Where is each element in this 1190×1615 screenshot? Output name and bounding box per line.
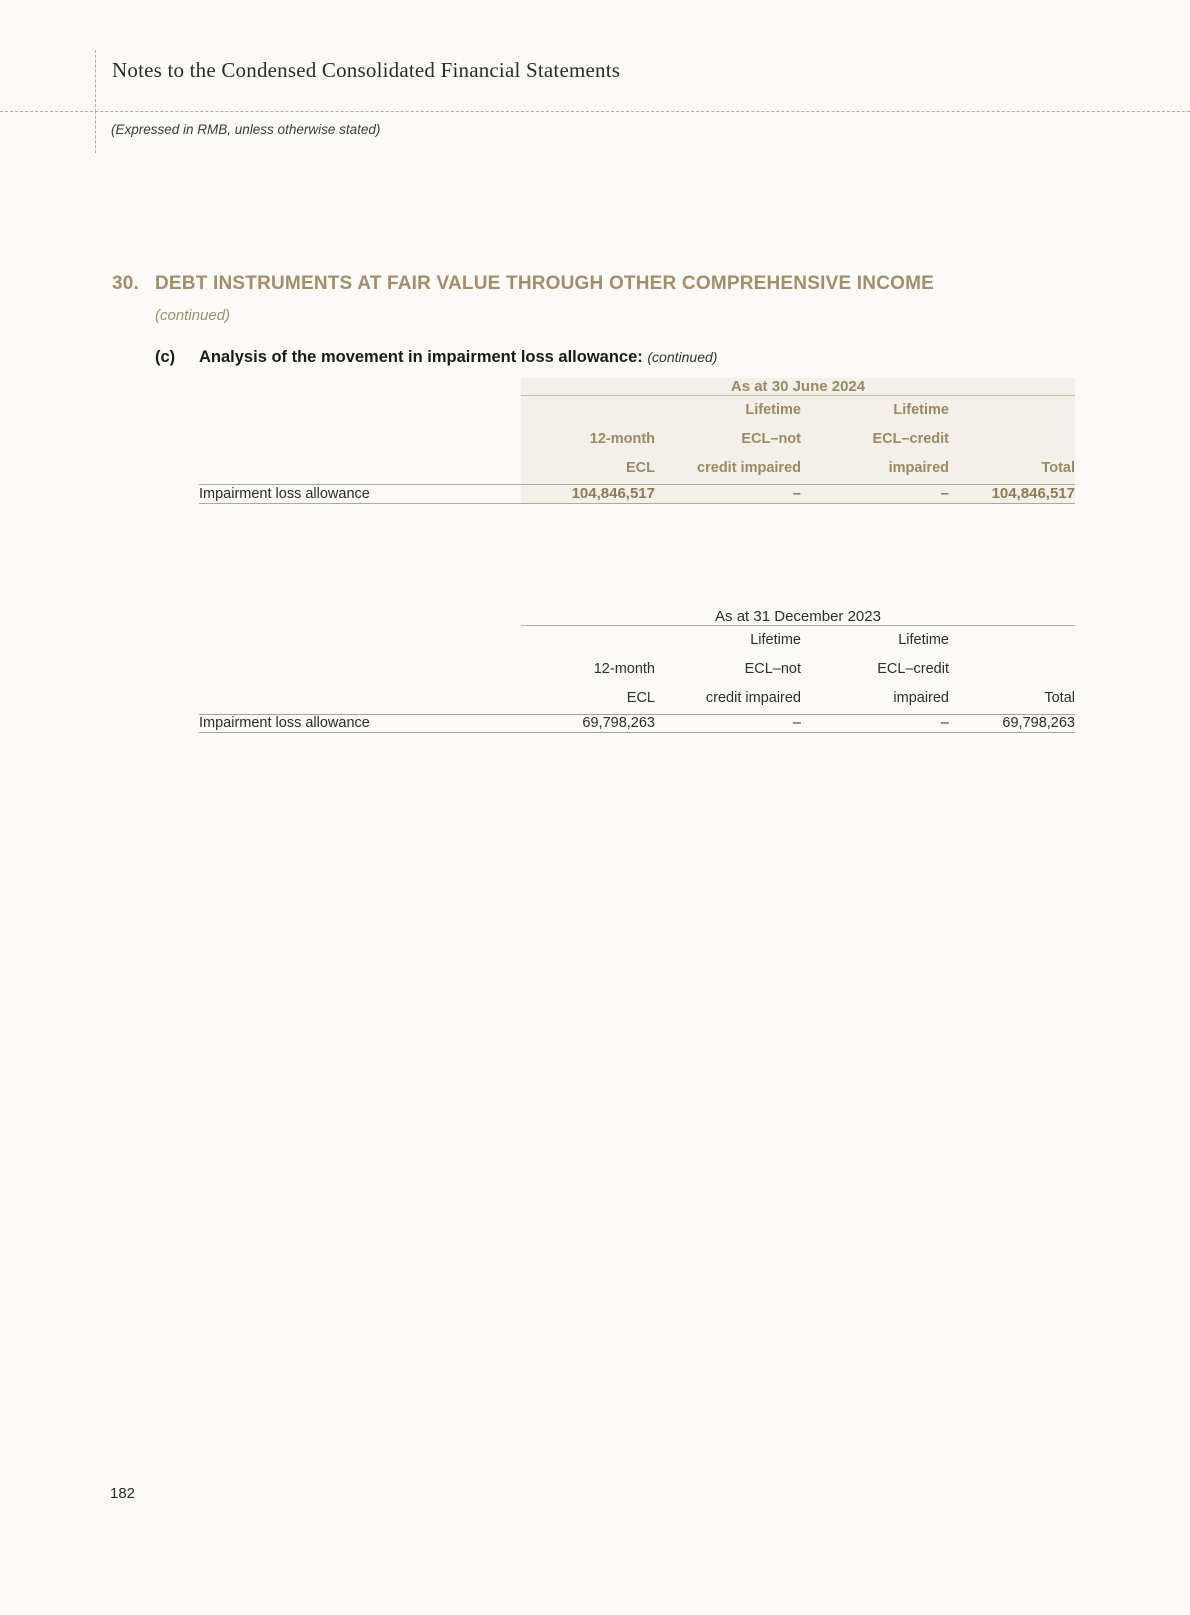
spacer-cell xyxy=(199,655,521,684)
colhead-total-line1 xyxy=(949,626,1075,656)
rule-cell xyxy=(801,731,949,733)
spacer-cell xyxy=(199,626,521,656)
table-row-period-heading xyxy=(199,608,1075,626)
table-row-colhead-line3 xyxy=(199,684,1075,713)
page-title: Notes to the Condensed Consolidated Financial Statements xyxy=(112,58,621,82)
cell-12month-ecl: 69,798,263 xyxy=(582,715,655,731)
table-row-colhead-line3 xyxy=(199,454,1075,483)
rule-cell xyxy=(521,502,655,504)
table-row-colhead-line1 xyxy=(199,626,1075,656)
rule-cell xyxy=(521,731,655,733)
colhead-lifetime-not-line1: Lifetime xyxy=(750,632,801,648)
rule-cell xyxy=(199,731,521,733)
table-row-colhead-line2 xyxy=(199,655,1075,684)
currency-note: (Expressed in RMB, unless otherwise stated) xyxy=(111,122,381,137)
rule-cell xyxy=(655,731,801,733)
cell-lifetime-ecl-not-credit-impaired: – xyxy=(655,485,801,503)
period-heading-current: As at 30 June 2024 xyxy=(521,378,1075,396)
cell-12month-ecl: 104,846,517 xyxy=(521,485,655,503)
rule-cell xyxy=(199,502,521,504)
colhead-lifetime-not-line1: Lifetime xyxy=(655,396,801,426)
row-label-impairment-loss-allowance: Impairment loss allowance xyxy=(199,486,370,502)
colhead-lifetime-not-line2: ECL–not xyxy=(655,425,801,454)
table-row-period-heading xyxy=(199,378,1075,396)
colhead-12month-line3: ECL xyxy=(521,454,655,483)
decorative-vertical-dash-top xyxy=(95,50,96,112)
rule-cell xyxy=(949,731,1075,733)
page-number: 182 xyxy=(110,1485,136,1502)
subsection-continued-label: (continued) xyxy=(647,349,718,365)
note-title: DEBT INSTRUMENTS AT FAIR VALUE THROUGH OTHER COMPREHENSIVE INCOME xyxy=(155,273,935,294)
spacer-cell xyxy=(199,454,521,483)
impairment-table-prior xyxy=(199,608,1075,733)
row-label-impairment-loss-allowance: Impairment loss allowance xyxy=(199,715,370,731)
colhead-total-line2 xyxy=(949,655,1075,684)
rule-cell xyxy=(949,502,1075,504)
cell-lifetime-ecl-credit-impaired: – xyxy=(940,715,949,731)
spacer-cell xyxy=(199,425,521,454)
cell-total: 69,798,263 xyxy=(1002,715,1075,731)
colhead-12month-line1 xyxy=(521,626,655,656)
table-bottom-rule xyxy=(199,731,1075,733)
colhead-total-line3: Total xyxy=(1044,690,1075,706)
note-continued-label: (continued) xyxy=(155,307,231,324)
period-heading-prior: As at 31 December 2023 xyxy=(521,608,1075,626)
subsection-title xyxy=(199,348,717,367)
subsection-letter: (c) xyxy=(155,348,176,366)
subsection-title-text: Analysis of the movement in impairment loss allowance: xyxy=(199,348,643,366)
table-row xyxy=(199,485,1075,503)
cell-total: 104,846,517 xyxy=(949,485,1075,503)
table-row-colhead-line1 xyxy=(199,396,1075,426)
cell-lifetime-ecl-credit-impaired: – xyxy=(801,485,949,503)
spacer-cell xyxy=(199,684,521,713)
cell-lifetime-ecl-not-credit-impaired: – xyxy=(792,715,801,731)
colhead-lifetime-credit-line3: impaired xyxy=(801,454,949,483)
rule-cell xyxy=(655,502,801,504)
spacer-cell xyxy=(199,378,521,396)
spacer-cell xyxy=(199,608,521,626)
colhead-lifetime-not-line2: ECL–not xyxy=(744,661,801,677)
header-divider xyxy=(0,111,1190,112)
colhead-lifetime-not-line3: credit impaired xyxy=(705,690,801,706)
spacer-cell xyxy=(199,396,521,426)
colhead-lifetime-not-line3: credit impaired xyxy=(655,454,801,483)
colhead-total-line3: Total xyxy=(949,454,1075,483)
colhead-12month-line1 xyxy=(521,396,655,426)
rule-cell xyxy=(801,502,949,504)
table-row-colhead-line2 xyxy=(199,425,1075,454)
colhead-total-line2 xyxy=(949,425,1075,454)
colhead-lifetime-credit-line1: Lifetime xyxy=(898,632,949,648)
table-row xyxy=(199,715,1075,732)
colhead-12month-line3: ECL xyxy=(626,690,655,706)
colhead-lifetime-credit-line2: ECL–credit xyxy=(877,661,949,677)
decorative-vertical-dash-bottom xyxy=(95,111,96,153)
colhead-12month-line2: 12-month xyxy=(593,661,655,677)
impairment-table-current xyxy=(199,378,1075,504)
colhead-lifetime-credit-line3: impaired xyxy=(893,690,949,706)
colhead-12month-line2: 12-month xyxy=(521,425,655,454)
colhead-lifetime-credit-line1: Lifetime xyxy=(801,396,949,426)
table-bottom-rule xyxy=(199,502,1075,504)
colhead-total-line1 xyxy=(949,396,1075,426)
colhead-lifetime-credit-line2: ECL–credit xyxy=(801,425,949,454)
note-number: 30. xyxy=(112,273,140,294)
